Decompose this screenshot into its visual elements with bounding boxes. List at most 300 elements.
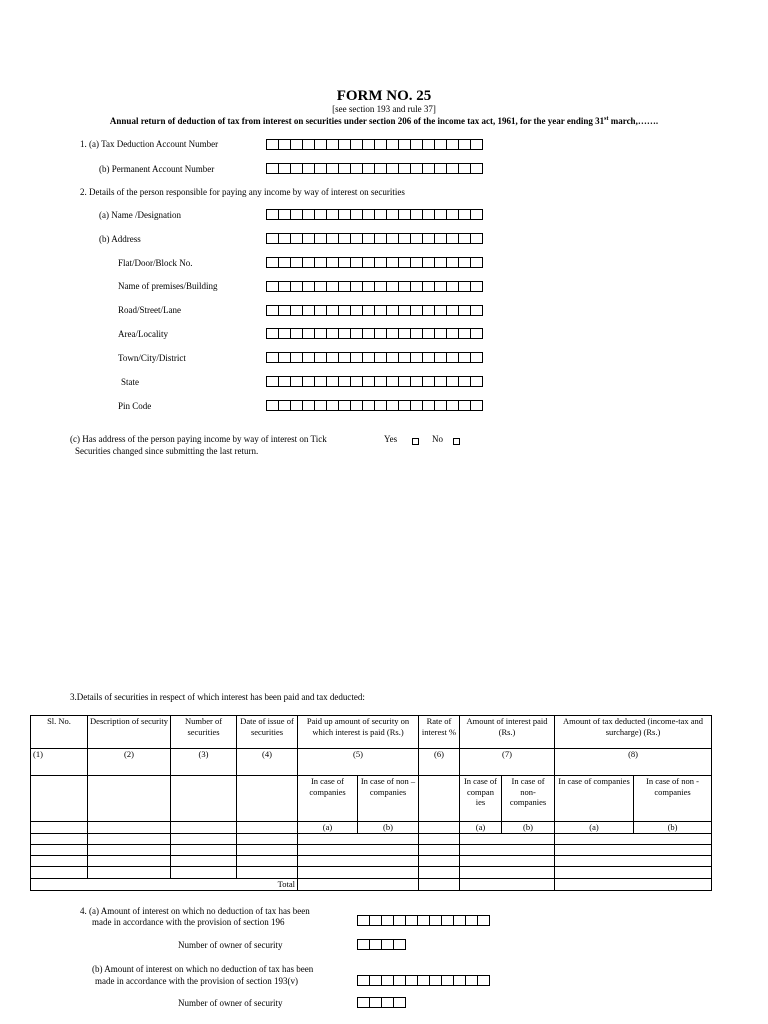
header-sl: Sl. No.: [31, 716, 88, 749]
char-box[interactable]: [315, 328, 327, 339]
char-box[interactable]: [387, 376, 399, 387]
table-row[interactable]: [31, 833, 712, 844]
char-box[interactable]: [471, 257, 483, 268]
char-box[interactable]: [267, 328, 279, 339]
char-box[interactable]: [351, 281, 363, 292]
char-box[interactable]: [394, 997, 406, 1008]
header-paid-up: Paid up amount of security on which interest is paid (Rs.): [298, 716, 419, 749]
char-box[interactable]: [303, 139, 315, 150]
col-num-6: (6): [419, 749, 460, 776]
char-box[interactable]: [303, 281, 315, 292]
char-box[interactable]: [279, 163, 291, 174]
char-box[interactable]: [327, 163, 339, 174]
char-box[interactable]: [375, 328, 387, 339]
header-interest: Amount of interest paid (Rs.): [460, 716, 555, 749]
char-box[interactable]: [303, 328, 315, 339]
char-box[interactable]: [399, 163, 411, 174]
char-box[interactable]: [471, 376, 483, 387]
letter-7a: (a): [460, 822, 502, 834]
char-box[interactable]: [279, 305, 291, 316]
char-box[interactable]: [387, 281, 399, 292]
char-box[interactable]: [370, 997, 382, 1008]
letter-8a: (a): [555, 822, 634, 834]
letter-7b: (b): [502, 822, 555, 834]
form-heading: [0, 116, 768, 126]
char-box[interactable]: [358, 939, 370, 950]
char-box[interactable]: [327, 139, 339, 150]
char-box[interactable]: [447, 352, 459, 363]
char-box[interactable]: [291, 376, 303, 387]
char-box[interactable]: [382, 975, 394, 986]
char-box[interactable]: [466, 915, 478, 926]
label-road: Road/Street/Lane: [118, 305, 181, 315]
state-input[interactable]: [266, 376, 483, 387]
char-box[interactable]: [291, 163, 303, 174]
char-box[interactable]: [478, 975, 490, 986]
char-box[interactable]: [363, 352, 375, 363]
char-box[interactable]: [279, 233, 291, 244]
char-box[interactable]: [399, 209, 411, 220]
char-box[interactable]: [315, 376, 327, 387]
table-row[interactable]: [31, 855, 712, 866]
char-box[interactable]: [423, 257, 435, 268]
char-box[interactable]: [315, 233, 327, 244]
char-box[interactable]: [471, 328, 483, 339]
heading-sup: st: [604, 116, 609, 122]
char-box[interactable]: [411, 233, 423, 244]
char-box[interactable]: [423, 209, 435, 220]
char-box[interactable]: [411, 209, 423, 220]
flat-input[interactable]: [266, 257, 483, 268]
yes-checkbox[interactable]: [412, 438, 419, 445]
char-box[interactable]: [423, 376, 435, 387]
char-box[interactable]: [418, 975, 430, 986]
char-box[interactable]: [279, 376, 291, 387]
char-box[interactable]: [327, 352, 339, 363]
char-box[interactable]: [327, 376, 339, 387]
no-checkbox[interactable]: [453, 438, 460, 445]
char-box[interactable]: [358, 997, 370, 1008]
char-box[interactable]: [435, 209, 447, 220]
header-description: Description of security: [88, 716, 171, 749]
char-box[interactable]: [387, 400, 399, 411]
char-box[interactable]: [375, 376, 387, 387]
char-box[interactable]: [339, 305, 351, 316]
char-box[interactable]: [399, 281, 411, 292]
char-box[interactable]: [447, 139, 459, 150]
char-box[interactable]: [387, 328, 399, 339]
char-box[interactable]: [394, 939, 406, 950]
char-box[interactable]: [315, 352, 327, 363]
char-box[interactable]: [435, 328, 447, 339]
char-box[interactable]: [267, 209, 279, 220]
sub-7-non-companies: In case of non- companies: [502, 776, 555, 822]
char-box[interactable]: [291, 352, 303, 363]
char-box[interactable]: [315, 257, 327, 268]
char-box[interactable]: [363, 281, 375, 292]
char-box[interactable]: [435, 352, 447, 363]
char-box[interactable]: [267, 400, 279, 411]
name-designation-input[interactable]: [266, 209, 483, 220]
char-box[interactable]: [339, 328, 351, 339]
label-section-2: 2. Details of the person responsible for paying any income by way of interest on securities: [80, 187, 405, 197]
sub-7-companies: In case of compan ies: [460, 776, 502, 822]
question-c-line2: Securities changed since submitting the last return.: [75, 446, 259, 456]
char-box[interactable]: [447, 257, 459, 268]
char-box[interactable]: [327, 281, 339, 292]
label-town: Town/City/District: [118, 353, 186, 363]
char-box[interactable]: [406, 975, 418, 986]
interest-193v-input[interactable]: [357, 975, 490, 986]
char-box[interactable]: [327, 233, 339, 244]
char-box[interactable]: [399, 376, 411, 387]
char-box[interactable]: [351, 257, 363, 268]
char-box[interactable]: [459, 305, 471, 316]
char-box[interactable]: [471, 400, 483, 411]
char-box[interactable]: [435, 139, 447, 150]
char-box[interactable]: [442, 975, 454, 986]
char-box[interactable]: [303, 257, 315, 268]
char-box[interactable]: [382, 997, 394, 1008]
char-box[interactable]: [315, 139, 327, 150]
char-box[interactable]: [327, 305, 339, 316]
char-box[interactable]: [435, 233, 447, 244]
char-box[interactable]: [267, 281, 279, 292]
char-box[interactable]: [339, 163, 351, 174]
col-num-2: (2): [88, 749, 171, 776]
char-box[interactable]: [363, 233, 375, 244]
char-box[interactable]: [459, 257, 471, 268]
char-box[interactable]: [291, 281, 303, 292]
char-box[interactable]: [375, 281, 387, 292]
subheader-row: [31, 776, 712, 822]
interest-196-input[interactable]: [357, 915, 490, 926]
char-box[interactable]: [447, 376, 459, 387]
char-box[interactable]: [466, 975, 478, 986]
char-box[interactable]: [375, 209, 387, 220]
char-box[interactable]: [291, 305, 303, 316]
char-box[interactable]: [387, 163, 399, 174]
char-box[interactable]: [351, 233, 363, 244]
char-box[interactable]: [387, 257, 399, 268]
char-box[interactable]: [459, 209, 471, 220]
char-box[interactable]: [279, 257, 291, 268]
char-box[interactable]: [358, 975, 370, 986]
total-row: [31, 878, 712, 890]
char-box[interactable]: [459, 376, 471, 387]
char-box[interactable]: [291, 139, 303, 150]
char-box[interactable]: [363, 305, 375, 316]
header-date: Date of issue of securities: [237, 716, 298, 749]
col-num-8: (8): [555, 749, 712, 776]
char-box[interactable]: [447, 305, 459, 316]
char-box[interactable]: [315, 305, 327, 316]
col-num-7: (7): [460, 749, 555, 776]
char-box[interactable]: [447, 281, 459, 292]
char-box[interactable]: [291, 400, 303, 411]
pan-input[interactable]: [266, 163, 483, 174]
char-box[interactable]: [399, 305, 411, 316]
char-box[interactable]: [315, 281, 327, 292]
char-box[interactable]: [447, 233, 459, 244]
char-box[interactable]: [303, 163, 315, 174]
char-box[interactable]: [471, 163, 483, 174]
char-box[interactable]: [459, 400, 471, 411]
sub-8-non-companies: In case of non - companies: [634, 776, 712, 822]
char-box[interactable]: [363, 209, 375, 220]
label-flat: Flat/Door/Block No.: [118, 258, 193, 268]
char-box[interactable]: [435, 163, 447, 174]
char-box[interactable]: [363, 328, 375, 339]
char-box[interactable]: [375, 163, 387, 174]
char-box[interactable]: [267, 163, 279, 174]
char-box[interactable]: [267, 233, 279, 244]
form-subtitle: [see section 193 and rule 37]: [332, 104, 436, 114]
char-box[interactable]: [387, 209, 399, 220]
label-state: State: [121, 377, 139, 387]
owners-b-input[interactable]: [357, 997, 406, 1008]
col-num-5: (5): [298, 749, 419, 776]
char-box[interactable]: [447, 163, 459, 174]
char-box[interactable]: [267, 257, 279, 268]
char-box[interactable]: [459, 352, 471, 363]
char-box[interactable]: [430, 975, 442, 986]
char-box[interactable]: [375, 139, 387, 150]
char-box[interactable]: [435, 305, 447, 316]
char-box[interactable]: [327, 400, 339, 411]
letter-5a: (a): [298, 822, 358, 834]
label-area: Area/Locality: [118, 329, 168, 339]
pin-input[interactable]: [266, 400, 483, 411]
section-4b-line2: made in accordance with the provision of section 193(v): [95, 976, 298, 986]
char-box[interactable]: [382, 939, 394, 950]
label-name-designation: (a) Name /Designation: [99, 210, 181, 220]
char-box[interactable]: [363, 257, 375, 268]
char-box[interactable]: [399, 139, 411, 150]
char-box[interactable]: [411, 400, 423, 411]
char-box[interactable]: [279, 209, 291, 220]
char-box[interactable]: [435, 281, 447, 292]
char-box[interactable]: [442, 915, 454, 926]
char-box[interactable]: [279, 328, 291, 339]
table-row[interactable]: [31, 866, 712, 878]
char-box[interactable]: [363, 163, 375, 174]
char-box[interactable]: [267, 305, 279, 316]
char-box[interactable]: [315, 209, 327, 220]
char-box[interactable]: [279, 281, 291, 292]
char-box[interactable]: [423, 400, 435, 411]
col-num-4: (4): [237, 749, 298, 776]
char-box[interactable]: [399, 328, 411, 339]
table-row[interactable]: [31, 844, 712, 855]
char-box[interactable]: [267, 139, 279, 150]
char-box[interactable]: [375, 305, 387, 316]
char-box[interactable]: [339, 352, 351, 363]
char-box[interactable]: [418, 915, 430, 926]
char-box[interactable]: [435, 376, 447, 387]
char-box[interactable]: [382, 915, 394, 926]
section-4a-line2: made in accordance with the provision of section 196: [92, 917, 285, 927]
char-box[interactable]: [447, 328, 459, 339]
char-box[interactable]: [351, 400, 363, 411]
char-box[interactable]: [339, 139, 351, 150]
char-box[interactable]: [351, 352, 363, 363]
char-box[interactable]: [406, 915, 418, 926]
char-box[interactable]: [459, 139, 471, 150]
char-box[interactable]: [471, 233, 483, 244]
char-box[interactable]: [471, 305, 483, 316]
section-4a-line1: 4. (a) Amount of interest on which no deduction of tax has been: [80, 906, 310, 916]
char-box[interactable]: [459, 281, 471, 292]
char-box[interactable]: [351, 328, 363, 339]
label-tan: 1. (a) Tax Deduction Account Number: [80, 139, 219, 149]
char-box[interactable]: [435, 400, 447, 411]
char-box[interactable]: [387, 139, 399, 150]
label-pin: Pin Code: [118, 401, 152, 411]
char-box[interactable]: [387, 305, 399, 316]
char-box[interactable]: [279, 400, 291, 411]
owners-label-b: Number of owner of security: [178, 998, 283, 1008]
char-box[interactable]: [303, 209, 315, 220]
char-box[interactable]: [423, 305, 435, 316]
char-box[interactable]: [471, 139, 483, 150]
char-box[interactable]: [375, 352, 387, 363]
char-box[interactable]: [454, 975, 466, 986]
char-box[interactable]: [339, 209, 351, 220]
char-box[interactable]: [375, 400, 387, 411]
char-box[interactable]: [327, 257, 339, 268]
char-box[interactable]: [303, 352, 315, 363]
char-box[interactable]: [459, 328, 471, 339]
section-4b-line1: (b) Amount of interest on which no deduction of tax has been: [92, 964, 314, 974]
char-box[interactable]: [327, 209, 339, 220]
heading-tail: march,…….: [608, 116, 659, 126]
char-box[interactable]: [471, 281, 483, 292]
char-box[interactable]: [370, 939, 382, 950]
no-label: No: [432, 434, 443, 444]
char-box[interactable]: [411, 376, 423, 387]
char-box[interactable]: [267, 352, 279, 363]
char-box[interactable]: [291, 257, 303, 268]
total-label: Total: [31, 878, 298, 890]
char-box[interactable]: [339, 376, 351, 387]
char-box[interactable]: [339, 281, 351, 292]
char-box[interactable]: [303, 400, 315, 411]
letter-5b: (b): [358, 822, 419, 834]
char-box[interactable]: [423, 281, 435, 292]
col-num-3: (3): [171, 749, 237, 776]
char-box[interactable]: [411, 328, 423, 339]
char-box[interactable]: [351, 209, 363, 220]
char-box[interactable]: [478, 915, 490, 926]
char-box[interactable]: [394, 915, 406, 926]
area-input[interactable]: [266, 328, 483, 339]
label-pan: (b) Permanent Account Number: [99, 164, 215, 174]
char-box[interactable]: [411, 257, 423, 268]
char-box[interactable]: [291, 328, 303, 339]
char-box[interactable]: [423, 139, 435, 150]
char-box[interactable]: [394, 975, 406, 986]
char-box[interactable]: [411, 163, 423, 174]
char-box[interactable]: [411, 352, 423, 363]
char-box[interactable]: [303, 305, 315, 316]
premises-input[interactable]: [266, 281, 483, 292]
tan-input[interactable]: [266, 139, 483, 150]
char-box[interactable]: [459, 233, 471, 244]
char-box[interactable]: [351, 305, 363, 316]
sub-8-companies: In case of companies: [555, 776, 634, 822]
town-input[interactable]: [266, 352, 483, 363]
header-rate: Rate of interest %: [419, 716, 460, 749]
letter-8b: (b): [634, 822, 712, 834]
char-box[interactable]: [423, 233, 435, 244]
char-box[interactable]: [471, 209, 483, 220]
char-box[interactable]: [423, 352, 435, 363]
char-box[interactable]: [399, 352, 411, 363]
char-box[interactable]: [387, 233, 399, 244]
char-box[interactable]: [363, 400, 375, 411]
form-title: FORM NO. 25: [336, 88, 432, 104]
char-box[interactable]: [435, 257, 447, 268]
char-box[interactable]: [339, 257, 351, 268]
char-box[interactable]: [375, 233, 387, 244]
char-box[interactable]: [279, 352, 291, 363]
char-box[interactable]: [423, 163, 435, 174]
char-box[interactable]: [387, 352, 399, 363]
char-box[interactable]: [279, 139, 291, 150]
char-box[interactable]: [291, 233, 303, 244]
char-box[interactable]: [370, 915, 382, 926]
section-3-title: 3.Details of securities in respect of which interest has been paid and tax deducted:: [70, 692, 365, 702]
char-box[interactable]: [471, 352, 483, 363]
char-box[interactable]: [303, 233, 315, 244]
char-box[interactable]: [411, 305, 423, 316]
char-box[interactable]: [454, 915, 466, 926]
char-box[interactable]: [375, 257, 387, 268]
char-box[interactable]: [351, 376, 363, 387]
char-box[interactable]: [363, 139, 375, 150]
char-box[interactable]: [327, 328, 339, 339]
col-num-1: (1): [31, 749, 88, 776]
char-box[interactable]: [351, 163, 363, 174]
owners-a-input[interactable]: [357, 939, 406, 950]
char-box[interactable]: [411, 281, 423, 292]
char-box[interactable]: [459, 163, 471, 174]
address-input[interactable]: [266, 233, 483, 244]
char-box[interactable]: [267, 376, 279, 387]
road-input[interactable]: [266, 305, 483, 316]
char-box[interactable]: [370, 975, 382, 986]
char-box[interactable]: [423, 328, 435, 339]
char-box[interactable]: [447, 400, 459, 411]
char-box[interactable]: [399, 400, 411, 411]
char-box[interactable]: [399, 233, 411, 244]
char-box[interactable]: [339, 233, 351, 244]
question-c-line1: (c) Has address of the person paying income by way of interest on Tick: [70, 434, 327, 444]
char-box[interactable]: [303, 376, 315, 387]
char-box[interactable]: [358, 915, 370, 926]
char-box[interactable]: [291, 209, 303, 220]
char-box[interactable]: [339, 400, 351, 411]
char-box[interactable]: [399, 257, 411, 268]
char-box[interactable]: [411, 139, 423, 150]
char-box[interactable]: [447, 209, 459, 220]
char-box[interactable]: [430, 915, 442, 926]
char-box[interactable]: [351, 139, 363, 150]
char-box[interactable]: [315, 400, 327, 411]
char-box[interactable]: [315, 163, 327, 174]
char-box[interactable]: [363, 376, 375, 387]
